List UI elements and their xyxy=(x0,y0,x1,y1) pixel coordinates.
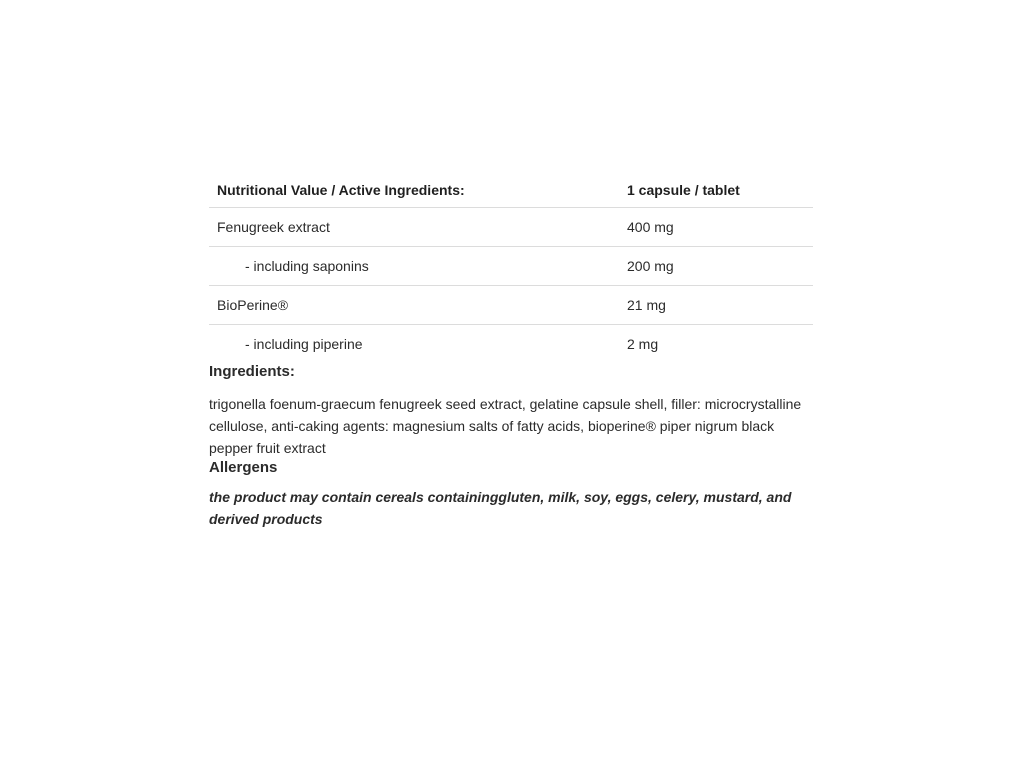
ingredient-name: BioPerine® xyxy=(209,286,619,325)
table-row xyxy=(209,325,813,364)
table-row xyxy=(209,286,813,325)
ingredient-name: Fenugreek extract xyxy=(209,208,619,247)
table-header-row xyxy=(209,172,813,208)
allergens-heading: Allergens xyxy=(209,459,278,476)
column-header-amount: 1 capsule / tablet xyxy=(619,172,813,208)
ingredient-name: - including saponins xyxy=(209,247,619,286)
allergens-text: the product may contain cereals containinggluten, milk, soy, eggs, celery, mustard, and derived products xyxy=(209,489,792,527)
table-row xyxy=(209,247,813,286)
ingredient-amount: 400 mg xyxy=(619,208,813,247)
ingredient-amount: 200 mg xyxy=(619,247,813,286)
table-row xyxy=(209,208,813,247)
ingredient-amount: 21 mg xyxy=(619,286,813,325)
ingredients-text: trigonella foenum-graecum fenugreek seed extract, gelatine capsule shell, filler: microcrystalline cellulose, anti-caking agents: magnesium salts of fatty acids, bioperine® piper nigrum black pepper fruit extract xyxy=(209,396,802,456)
nutrition-table xyxy=(209,172,813,363)
ingredient-name: - including piperine xyxy=(245,336,363,352)
ingredients-heading: Ingredients: xyxy=(209,363,295,380)
ingredient-amount: 2 mg xyxy=(627,336,659,352)
product-info xyxy=(209,172,813,530)
column-header-ingredient: Nutritional Value / Active Ingredients: xyxy=(209,172,619,208)
